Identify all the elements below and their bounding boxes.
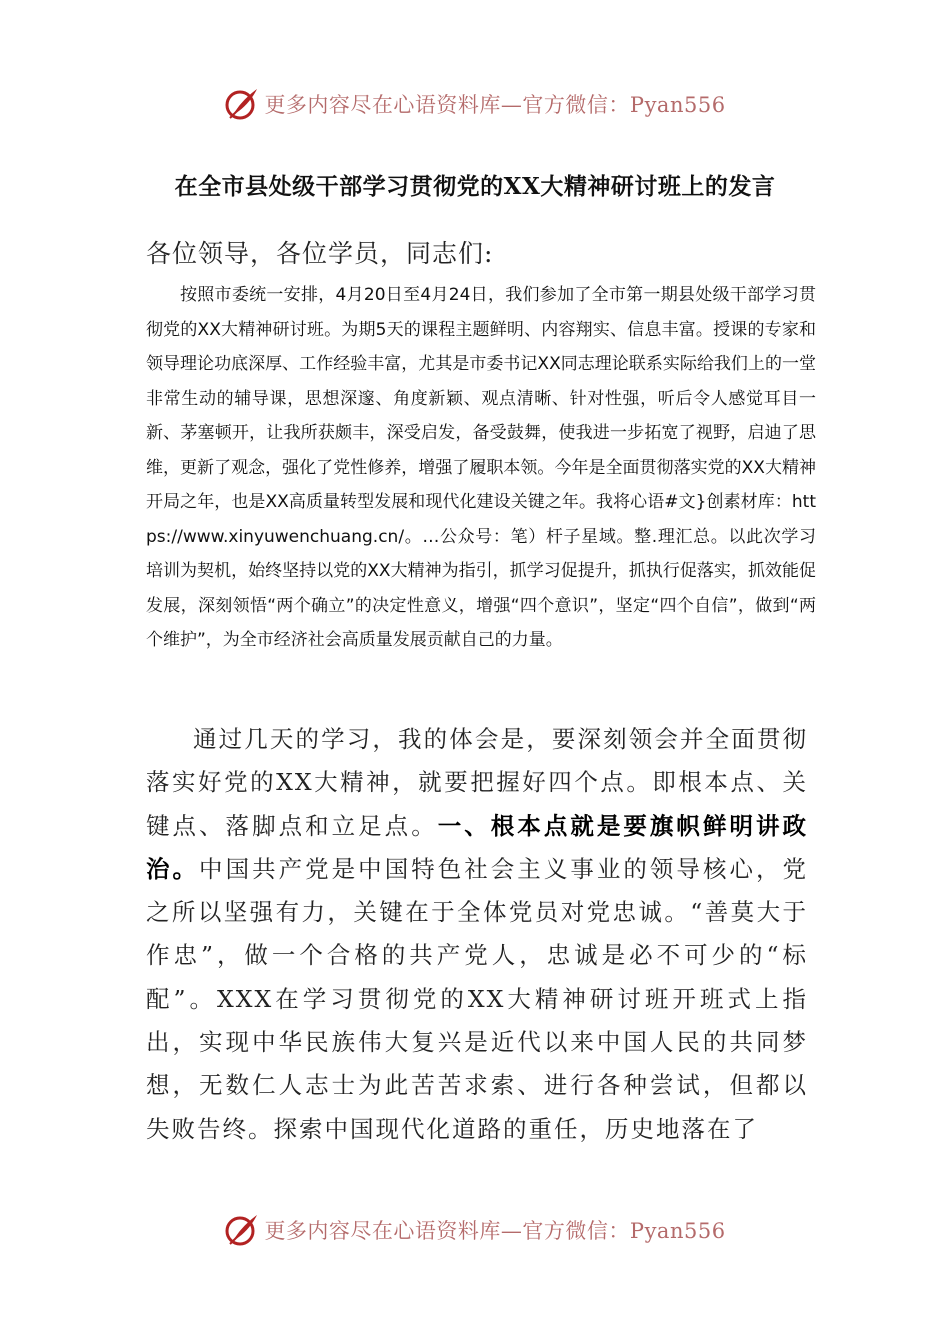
quill-logo-icon	[224, 1212, 260, 1248]
document-title: 在全市县处级干部学习贯彻党的XX大精神研讨班上的发言	[174, 173, 776, 200]
header-banner-text: 更多内容尽在心语资料库—官方微信：Pyan556	[264, 93, 726, 117]
salutation: 各位领导，各位学员，同志们:	[146, 239, 494, 268]
paragraph-body	[146, 718, 808, 1151]
paragraph2-intro: 通过几天的学习，我的体会是，要深刻领会并全面贯彻落实好党的XX大精神，就要把握好四个点。即根本点、关键点、落脚点和立足点。	[146, 725, 808, 840]
footer-banner-text: 更多内容尽在心语资料库—官方微信：Pyan556	[264, 1219, 726, 1243]
paragraph2-body: 中国共产党是中国特色社会主义事业的领导核心，党之所以坚强有力，关键在于全体党员对党忠诚。“善莫大于作忠”，做一个合格的共产党人，忠诚是必不可少的“标配”。XXX在学习贯彻党的XX大精神研讨班开班式上指出，实现中华民族伟大复兴是近代以来中国人民的共同梦想，无数仁人志士为此苦苦求索、进行各种尝试，但都以失败告终。探索中国现代化道路的重任，历史地落在了	[146, 854, 809, 1143]
quill-logo-icon	[224, 86, 260, 122]
footer-banner	[0, 1210, 950, 1250]
header-banner	[0, 84, 950, 124]
paragraph-intro: 按照市委统一安排，4月20日至4月24日，我们参加了全市第一期县处级干部学习贯彻党的XX大精神研讨班。为期5天的课程主题鲜明、内容翔实、信息丰富。授课的专家和领导理论功底深厚、工作经验丰富，尤其是市委书记XX同志理论联系实际给我们上的一堂非常生动的辅导课，思想深邃、角度新颖、观点清晰、针对性强，听后令人感觉耳目一新、茅塞顿开，让我所获颇丰，深受启发，备受鼓舞，使我进一步拓宽了视野，启迪了思维，更新了观念，强化了党性修养，增强了履职本领。今年是全面贯彻落实党的XX大精神开局之年，也是XX高质量转型发展和现代化建设关键之年。我将心语#文}创素材库：https://www.xinyuwenchuang.cn/。…公众号：笔）杆子星域。整.理汇总。以此次学习培训为契机，始终坚持以党的XX大精神为指引，抓学习促提升，抓执行促落实，抓效能促发展，深刻领悟“两个确立”的决定性意义，增强“四个意识”，坚定“四个自信”，做到“两个维护”，为全市经济社会高质量发展贡献自己的力量。	[146, 285, 816, 650]
section-heading-1: 一、根本点就是要旗帜鲜明讲政治。	[146, 811, 809, 883]
